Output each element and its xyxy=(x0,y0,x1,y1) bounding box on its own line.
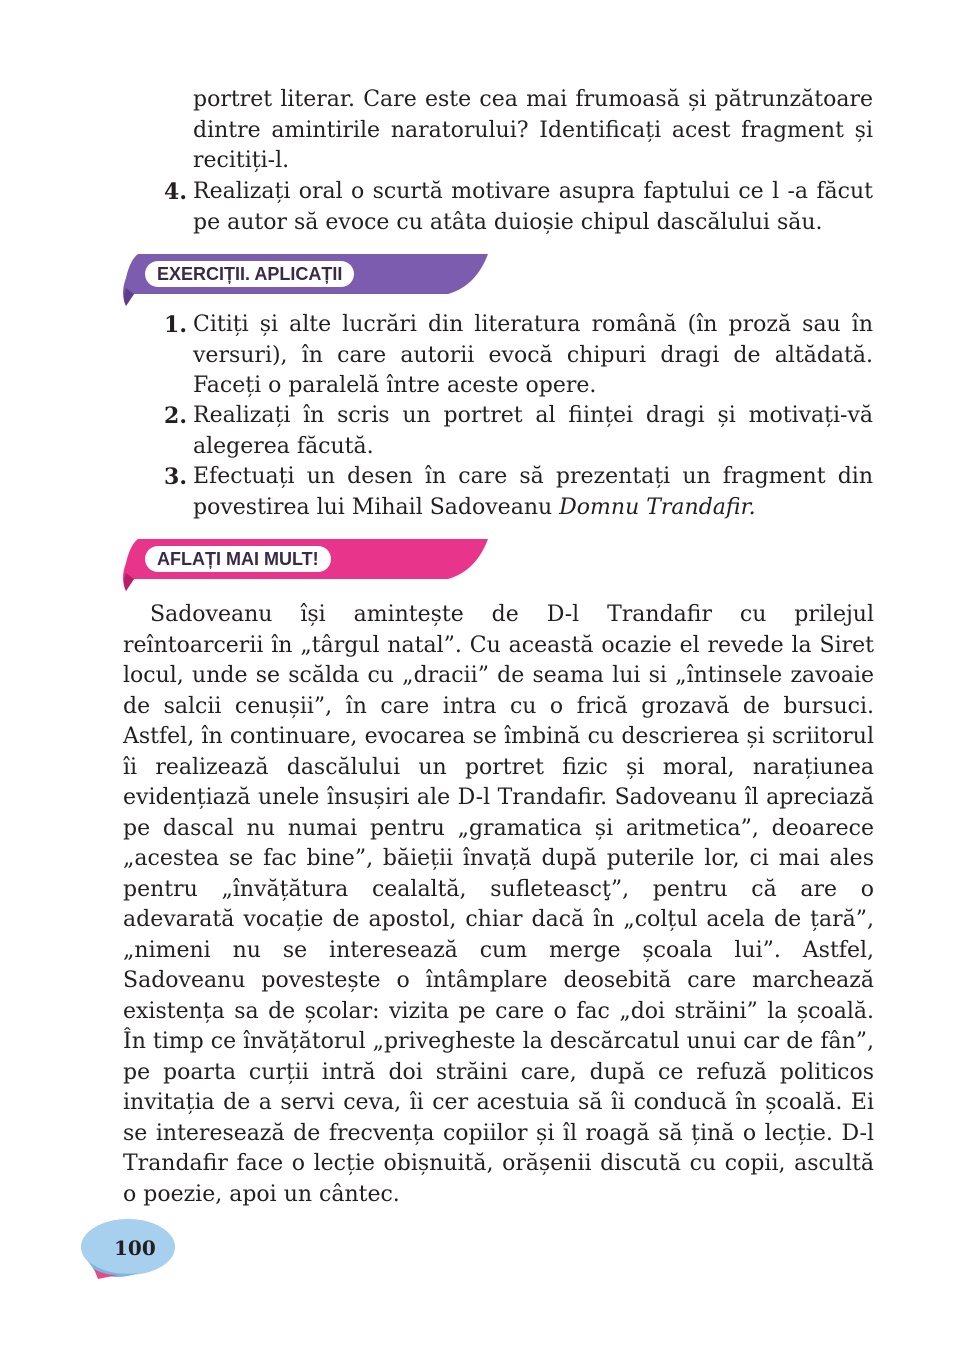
learn-more-body-text: Sadoveanu își amintește de D-l Trandafir cu prilejul reîntoarcerii în „târgul natal”. Cu această ocazie el revede la Siret locul, unde se scălda cu „dracii” de seama lui si „întinsele zavoaie de salcii cenușii”, în care intra cu o frică grozavă de bursuci. Astfel, în continuare, evocarea se îmbină cu descrierea și scriitorul îi realizează dascălului un portret fizic și moral, narațiunea evidențiază unele însușiri ale D-l Trandafir. Sadoveanu îl apreciază pe dascal nu numai pentru „gramatica și aritmetica”, deoarece „acestea se fac bine”, băieții învață după puterile lor, ci mai ales pentru „învățătura cealaltă, sufleteascţ”, pentru că are o adevarată vocație de apostol, chiar dacă în „colțul acela de țară”, „nimeni nu se interesează cum merge școala lui”. Astfel, Sadoveanu povestește o întâmplare deosebită care marchează existența sa de școlar: vizita pe care o fac „doi străini” la școală. În timp ce învățătorul „privegheste la descărcatul unui car de fân”, pe poarta curții intră doi străini care, după ce refuză politicos invitația de a servi ceva, îi cer acestuia să îi conducă în școală. Ei se interesează de frecvența copiilor și îl roagă să țină o lecție. D-l Trandafir face o lecție obișnuită, orășenii discută cu copii, ascultă o poezie, apoi un cântec. xyxy=(123,602,874,1207)
exercise-item-1-number: 1. xyxy=(164,312,187,338)
learn-more-banner-title: AFLAȚI MAI MULT! xyxy=(145,546,331,572)
question-4 xyxy=(164,177,873,238)
exercise-item-3-text: Efectuați un desen în care să prezentați un fragment din povestirea lui Mihail Sadoveanu xyxy=(193,464,873,520)
page-number: 100 xyxy=(114,1236,156,1260)
page-number-badge xyxy=(78,1215,178,1285)
exercises-banner xyxy=(120,254,490,304)
exercise-item-2-text: Realizați în scris un portret al ființei dragi și motivați-vă alegerea făcută. xyxy=(193,403,873,459)
question-4-number: 4. xyxy=(164,179,187,205)
exercise-item-3 xyxy=(164,462,873,523)
exercise-item-1-text: Citiți și alte lucrări din literatura română (în proză sau în versuri), în care autorii evocă chipuri dragi de altădată. Faceți o paralelă între aceste opere. xyxy=(193,312,873,398)
top-paragraph-text: portret literar. Care este cea mai frumoasă și pătrunzătoare dintre amintirile naratorului? Identificați acest fragment și recitiți-l. xyxy=(193,87,873,173)
exercise-item-2 xyxy=(164,401,873,462)
question-4-text: Realizați oral o scurtă motivare asupra faptului ce l -a făcut pe autor să evoce cu atâta duioșie chipul dascălului său. xyxy=(193,179,873,235)
exercises-banner-title: EXERCIȚII. APLICAȚII xyxy=(145,261,354,287)
learn-more-body xyxy=(123,600,874,1210)
exercise-item-3-title: Domnu Trandafir. xyxy=(559,494,756,520)
exercise-item-2-number: 2. xyxy=(164,403,187,429)
learn-more-banner xyxy=(120,539,490,589)
top-paragraph xyxy=(193,85,873,177)
exercise-item-1 xyxy=(164,310,873,402)
exercise-item-3-number: 3. xyxy=(164,464,187,490)
